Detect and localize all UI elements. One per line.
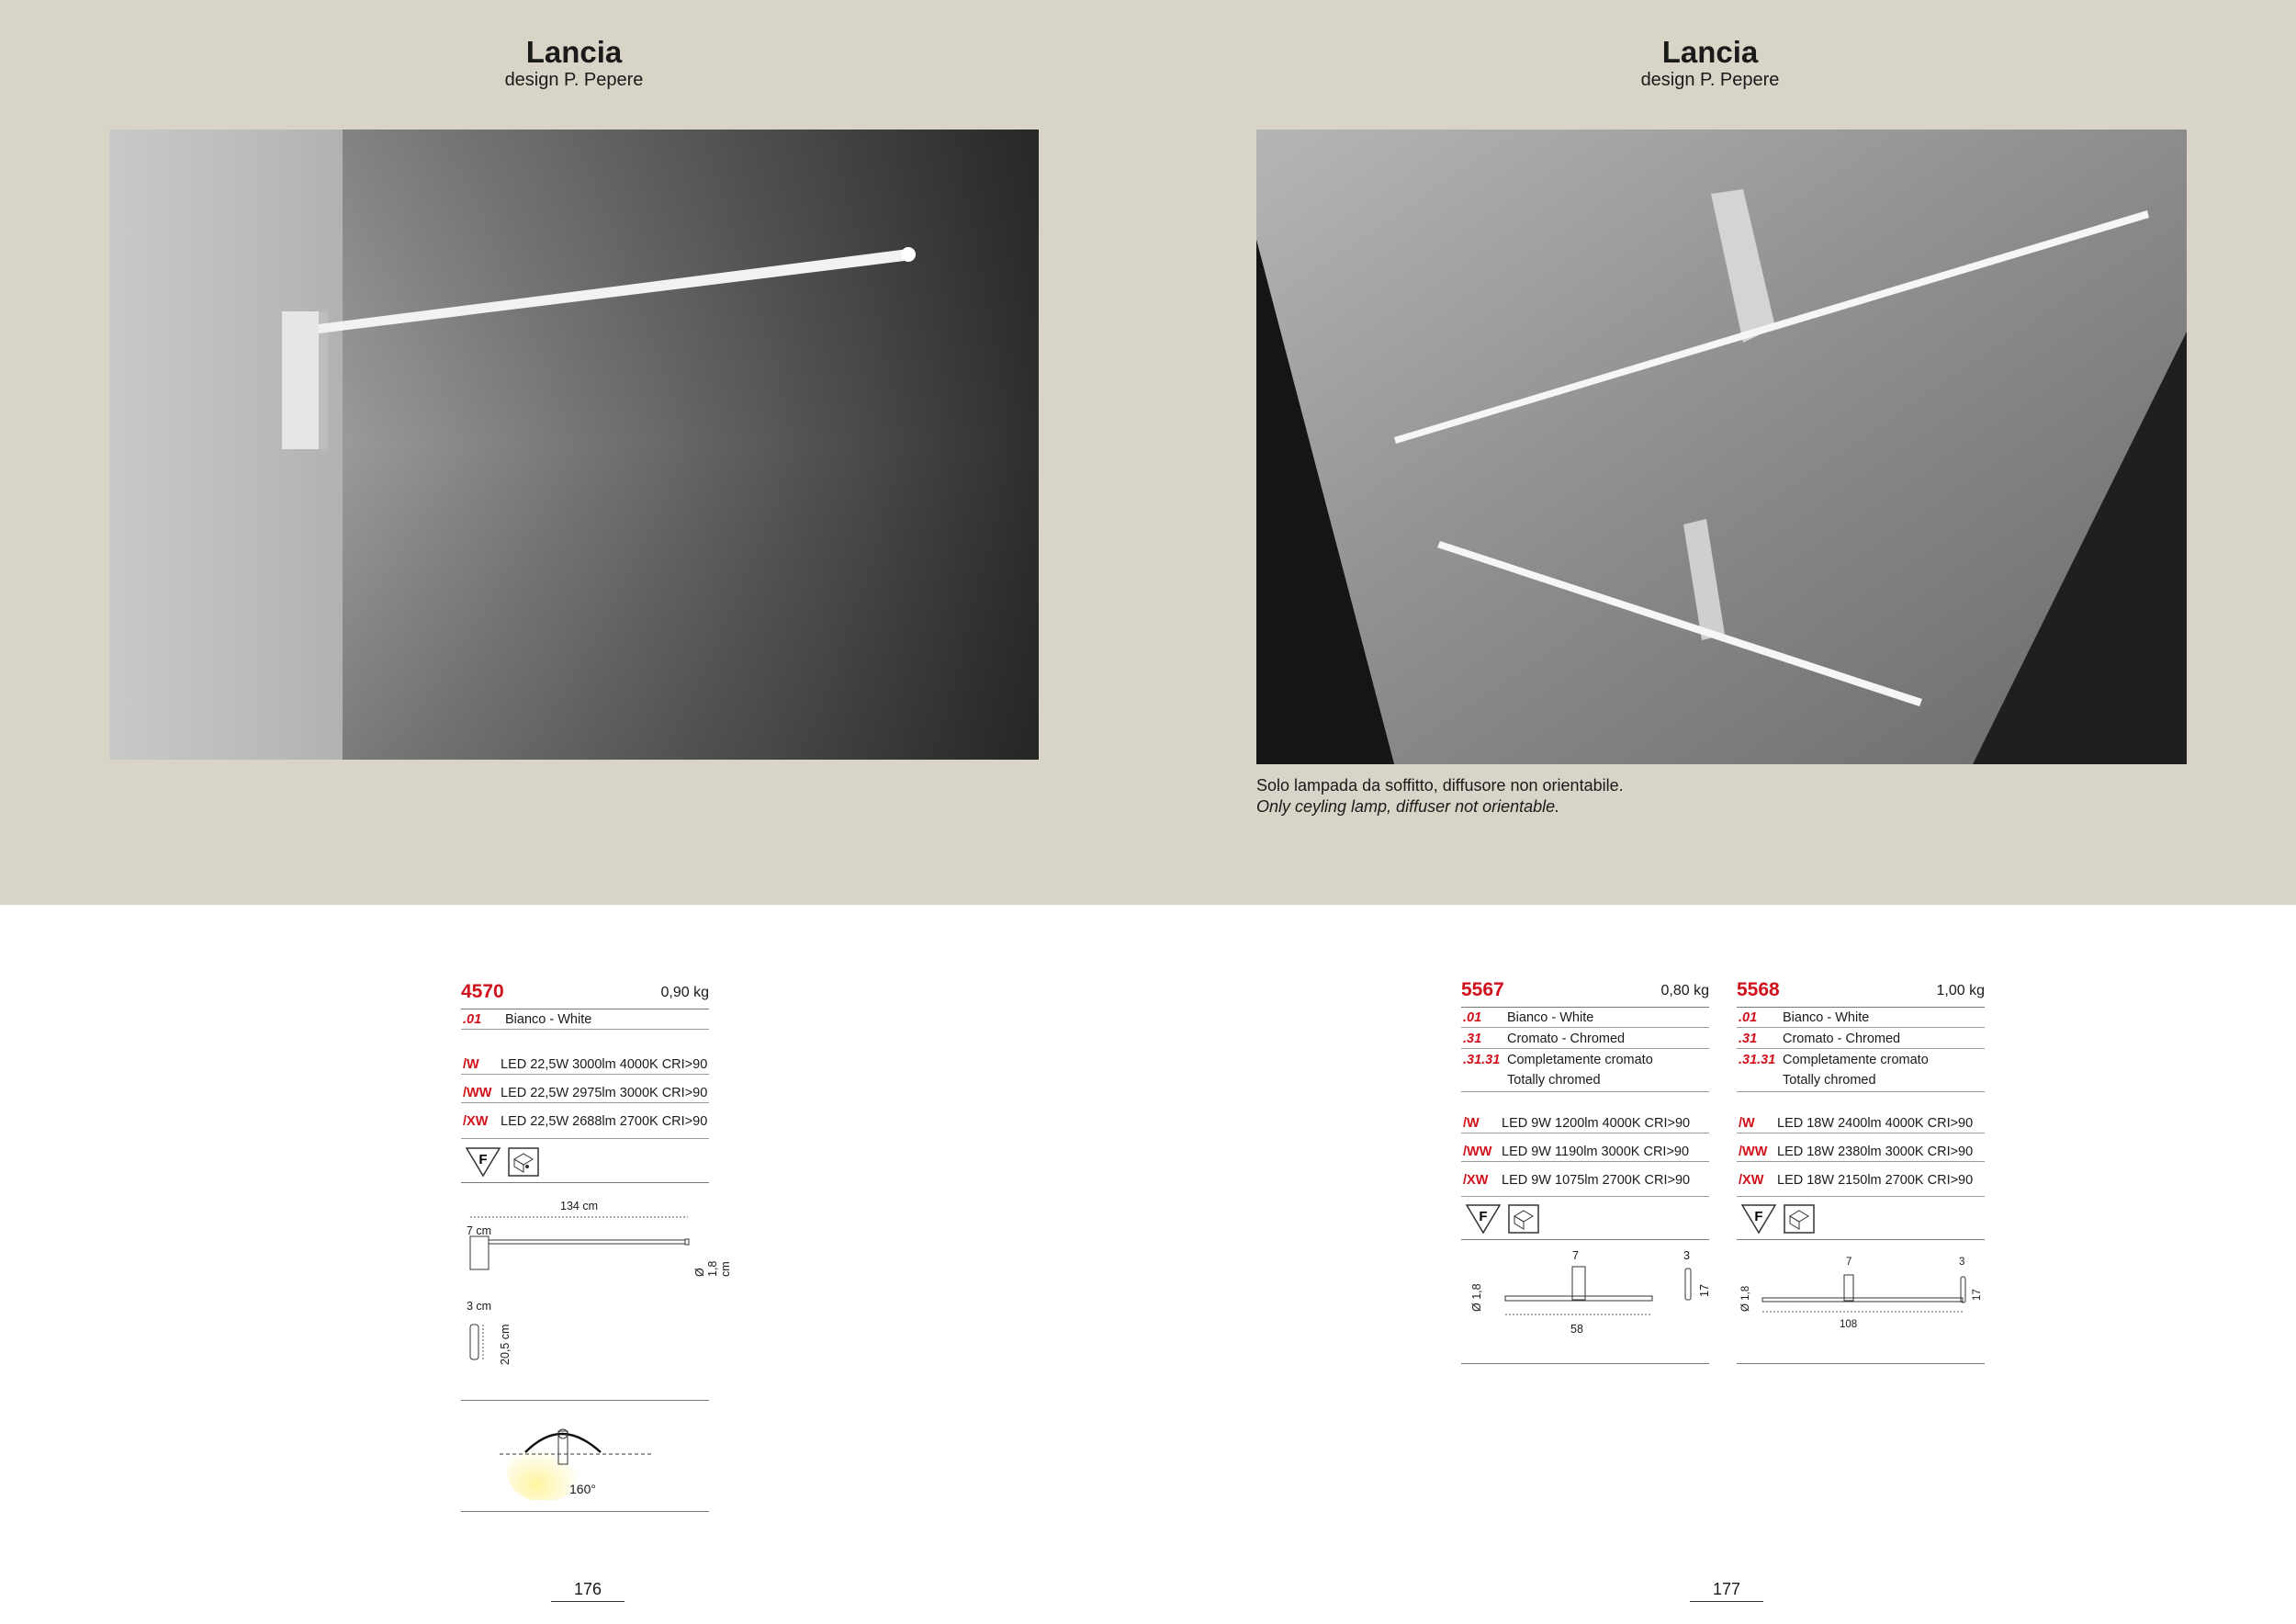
finish-code: .31 [1463,1032,1482,1046]
led-label: LED 18W 2400lm 4000K CRI>90 [1777,1116,1974,1131]
left-title: Lancia [525,35,623,69]
finish-code: .01 [463,1012,482,1027]
page-number-right: 177 [1690,1580,1763,1602]
led-row [1737,1142,1985,1162]
ceiling-lamp-photo [1256,130,2187,764]
product-weight: 0,80 kg [1660,983,1709,998]
wall-lamp-photo [109,130,1039,760]
dim-diameter: Ø 1,8 cm [693,1260,732,1277]
dim-depth: 3 cm [467,1300,492,1313]
led-code: /W [1463,1116,1480,1131]
right-title: Lancia [1661,35,1759,69]
divider [1461,1239,1709,1240]
led-code: /WW [1739,1145,1768,1159]
finish-code: .31.31 [1463,1053,1501,1067]
led-label: LED 18W 2150lm 2700K CRI>90 [1777,1173,1974,1188]
f-class-icon [1465,1203,1502,1238]
led-code: /XW [463,1114,489,1129]
dim-height: 17 [1972,1289,1983,1301]
led-row [1461,1170,1709,1197]
finish-label: Cromato - Chromed [1507,1032,1626,1046]
finish-row [1737,1070,1985,1092]
finish-row [1461,1029,1709,1049]
finish-label: Cromato - Chromed [1783,1032,1901,1046]
led-label: LED 22,5W 2975lm 3000K CRI>90 [501,1086,708,1100]
finish-label: Totally chromed [1783,1073,1876,1088]
dim-length: 134 cm [560,1200,598,1212]
dim-height: 20,5 cm [499,1324,512,1365]
divider [461,1182,709,1183]
technical-drawing [1737,1271,1985,1330]
dim-base: 7 [1846,1257,1852,1268]
svg-text:F: F [478,1152,488,1167]
finish-row [1461,1070,1709,1092]
led-row [461,1083,709,1103]
installation-icon [1507,1203,1540,1238]
divider [461,1511,709,1512]
product-code: 4570 [461,981,504,1002]
dim-length: 58 [1570,1323,1583,1336]
led-row [1737,1113,1985,1133]
f-class-icon [465,1146,501,1181]
dim-depth: 3 [1683,1249,1690,1262]
dim-length: 108 [1840,1319,1858,1330]
dim-base: 7 [1572,1249,1579,1262]
ceiling-caption [1256,775,1624,818]
spec-5568 [1737,979,1985,1365]
led-row [461,1054,709,1075]
spec-4570 [461,981,732,1532]
led-row [1737,1170,1985,1197]
svg-text:F: F [1479,1209,1488,1224]
svg-text:F: F [1754,1209,1763,1224]
led-code: /WW [463,1086,492,1100]
led-label: LED 22,5W 2688lm 2700K CRI>90 [501,1114,708,1129]
finish-label: Completamente cromato [1507,1053,1653,1067]
finish-row [1737,1050,1985,1070]
left-designer: design P. Pepere [504,70,644,90]
right-designer: design P. Pepere [1640,70,1780,90]
led-row [1461,1142,1709,1162]
led-row [461,1111,709,1139]
finish-row [1461,1050,1709,1070]
divider [1737,1363,1985,1364]
dim-rotation: 160° [569,1482,596,1496]
led-label: LED 9W 1200lm 4000K CRI>90 [1502,1116,1691,1131]
led-code: /WW [1463,1145,1492,1159]
caption-english: Only ceyling lamp, diffuser not orientable. [1256,797,1560,816]
product-code: 5567 [1461,979,1504,1000]
technical-drawing [461,1211,709,1380]
led-label: LED 9W 1190lm 3000K CRI>90 [1502,1145,1690,1159]
dim-base: 7 cm [467,1224,492,1237]
led-code: /XW [1739,1173,1764,1188]
finish-label: Bianco - White [1783,1010,1870,1025]
divider [1737,1239,1985,1240]
finish-label: Bianco - White [1507,1010,1594,1025]
product-weight: 1,00 kg [1936,983,1985,998]
finish-row [1461,1008,1709,1028]
finish-code: .01 [1739,1010,1758,1025]
finish-row [461,1009,709,1030]
finish-label: Totally chromed [1507,1073,1601,1088]
led-code: /W [463,1057,479,1072]
led-label: LED 22,5W 3000lm 4000K CRI>90 [501,1057,708,1072]
divider [461,1400,709,1401]
page-number-left: 176 [551,1580,625,1602]
divider [1461,1363,1709,1364]
finish-row [1737,1029,1985,1049]
dim-diameter: Ø 1,8 [1470,1283,1483,1312]
led-code: /W [1739,1116,1755,1131]
f-class-icon [1740,1203,1777,1238]
finish-code: .01 [1463,1010,1482,1025]
finish-code: .31 [1739,1032,1758,1046]
dim-height: 17 [1698,1284,1711,1297]
installation-icon [1783,1203,1816,1238]
finish-row [1737,1008,1985,1028]
led-label: LED 9W 1075lm 2700K CRI>90 [1502,1173,1691,1188]
installation-icon [507,1146,540,1181]
finish-code: .31.31 [1739,1053,1776,1067]
caption-italian: Solo lampada da soffitto, diffusore non orientabile. [1256,776,1624,795]
dim-depth: 3 [1959,1257,1965,1268]
dim-diameter: Ø 1,8 [1740,1285,1751,1312]
spec-5567 [1461,979,1709,1365]
product-weight: 0,90 kg [660,985,709,1000]
finish-label: Completamente cromato [1783,1053,1929,1067]
product-code: 5568 [1737,979,1780,1000]
led-row [1461,1113,1709,1133]
led-label: LED 18W 2380lm 3000K CRI>90 [1777,1145,1974,1159]
technical-drawing [1461,1259,1709,1327]
led-code: /XW [1463,1173,1489,1188]
finish-label: Bianco - White [505,1012,592,1027]
